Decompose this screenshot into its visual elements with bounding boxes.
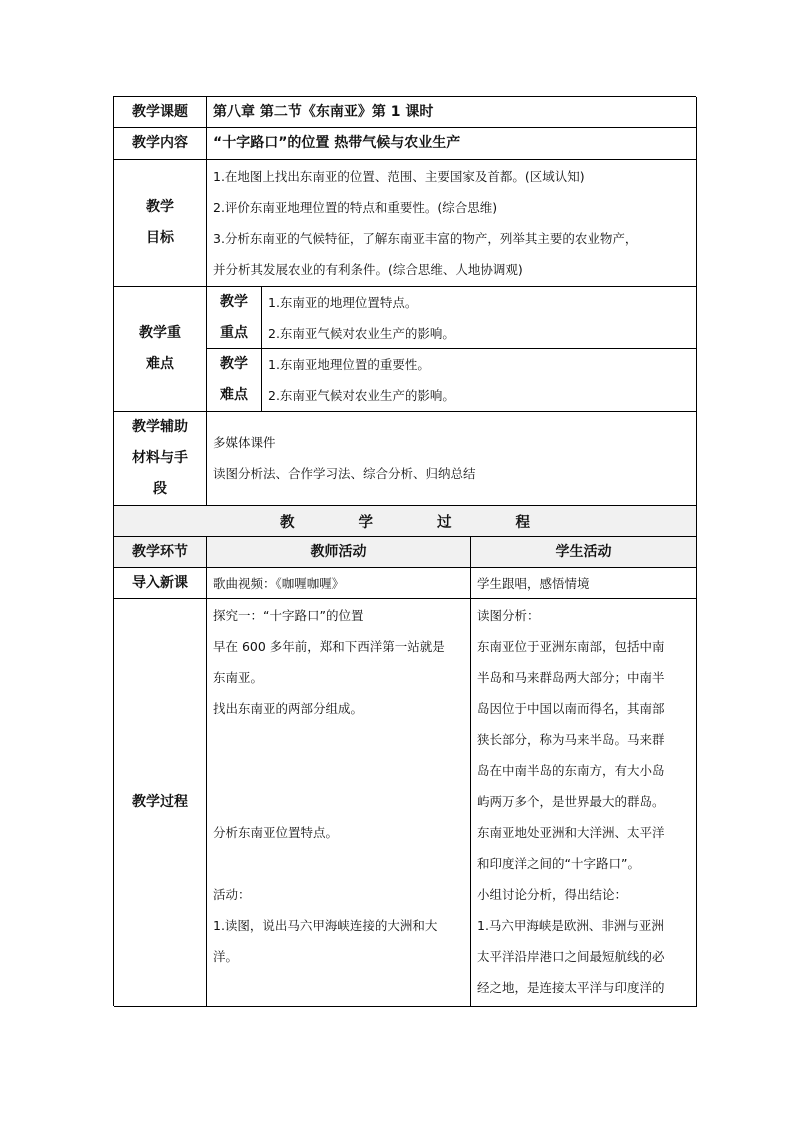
- student-line: 读图分析：: [477, 608, 540, 623]
- aids-list: [207, 412, 697, 506]
- key-label-line: 教学: [220, 294, 248, 310]
- teacher-line: [213, 724, 466, 755]
- goal-item: 并分析其发展农业的有利条件。(综合思维、人地协调观): [213, 262, 523, 277]
- intro-student: 学生跟唱，感悟情境: [471, 568, 697, 599]
- teacher-line: 活动：: [213, 887, 251, 902]
- content-value: “十字路口”的位置 热带气候与农业生产: [207, 128, 697, 160]
- process-title-char: 程: [515, 514, 530, 531]
- diff-point-item: 2.东南亚气候对农业生产的影响。: [268, 388, 455, 403]
- topic-value: 第八章 第二节《东南亚》第 1 课时: [207, 97, 697, 128]
- teacher-line: 洋。: [213, 949, 239, 964]
- key-points-list: [262, 287, 697, 349]
- teacher-line: 东南亚。: [213, 670, 264, 685]
- teacher-line: [213, 755, 466, 786]
- teacher-line: [213, 848, 466, 879]
- student-line: 岛在中南半岛的东南方，有大小岛: [477, 763, 665, 778]
- teacher-line: 分析东南亚位置特点。: [213, 825, 339, 840]
- col-teacher-header: 教师活动: [207, 537, 471, 568]
- intro-label: 导入新课: [114, 568, 207, 599]
- process-title-char: 教: [280, 514, 295, 531]
- key-label-line: 重点: [220, 324, 248, 341]
- student-line: 小组讨论分析，得出结论：: [477, 887, 628, 902]
- goal-item: 1.在地图上找出东南亚的位置、范围、主要国家及首都。(区域认知): [213, 169, 585, 184]
- process-title: [114, 506, 697, 537]
- aids-label-line: 教学辅助: [132, 419, 188, 435]
- student-line: 和印度洋之间的“十字路口”。: [477, 856, 640, 871]
- diff-points-list: [262, 349, 697, 412]
- diff-label-line: 难点: [220, 387, 248, 403]
- goal-item: 3.分析东南亚的气候特征，了解东南亚丰富的物产，列举其主要的农业物产，: [213, 231, 638, 246]
- diff-points-label: [207, 349, 262, 412]
- keydiff-label: [114, 287, 207, 412]
- goals-label-line: 目标: [146, 230, 174, 246]
- keydiff-label-line: 难点: [146, 356, 174, 372]
- goals-label: [114, 160, 207, 287]
- teacher-line: 找出东南亚的两部分组成。: [213, 701, 364, 716]
- intro-teacher: 歌曲视频：《咖喱咖喱》: [207, 568, 471, 599]
- teacher-line: [213, 786, 466, 817]
- teacher-line: 探究一：“十字路口”的位置: [213, 608, 364, 623]
- lesson-plan-table: [113, 96, 696, 1006]
- process-title-char: 学: [358, 514, 373, 531]
- student-line: 1.马六甲海峡是欧洲、非洲与亚洲: [477, 918, 664, 933]
- student-line: 太平洋沿岸港口之间最短航线的必: [477, 949, 665, 964]
- student-line: 经之地，是连接太平洋与印度洋的: [477, 980, 665, 995]
- aid-item: 读图分析法、合作学习法、综合分析、归纳总结: [213, 466, 476, 481]
- student-line: 半岛和马来群岛两大部分；中南半: [477, 670, 665, 685]
- main-process-label: 教学过程: [114, 599, 207, 1007]
- student-line: 屿两万多个，是世界最大的群岛。: [477, 794, 665, 809]
- process-title-char: 过: [437, 514, 452, 531]
- teacher-activities: [207, 599, 471, 1007]
- keydiff-label-line: 教学重: [139, 325, 181, 341]
- diff-label-line: 教学: [220, 356, 248, 372]
- aids-label-line: 段: [153, 481, 167, 497]
- key-points-label: [207, 287, 262, 349]
- student-line: 狭长部分，称为马来半岛。马来群: [477, 732, 665, 747]
- teacher-line: 早在 600 多年前，郑和下西洋第一站就是: [213, 639, 445, 654]
- student-activities: [471, 599, 697, 1007]
- aids-label: [114, 412, 207, 506]
- student-line: 岛因位于中国以南而得名，其南部: [477, 701, 665, 716]
- goal-item: 2.评价东南亚地理位置的特点和重要性。(综合思维): [213, 200, 498, 215]
- topic-label: 教学课题: [114, 97, 207, 128]
- col-student-header: 学生活动: [471, 537, 697, 568]
- student-line: 东南亚地处亚洲和大洋洲、太平洋: [477, 825, 665, 840]
- content-label: 教学内容: [114, 128, 207, 160]
- goals-label-line: 教学: [146, 199, 174, 215]
- goals-list: [207, 160, 697, 287]
- key-point-item: 1.东南亚的地理位置特点。: [268, 295, 418, 310]
- aids-label-line: 材料与手: [132, 450, 188, 466]
- col-stage-header: 教学环节: [114, 537, 207, 568]
- diff-point-item: 1.东南亚地理位置的重要性。: [268, 357, 430, 372]
- teacher-line: 1.读图，说出马六甲海峡连接的大洲和大: [213, 918, 438, 933]
- aid-item: 多媒体课件: [213, 435, 276, 450]
- key-point-item: 2.东南亚气候对农业生产的影响。: [268, 326, 455, 341]
- student-line: 东南亚位于亚洲东南部，包括中南: [477, 639, 665, 654]
